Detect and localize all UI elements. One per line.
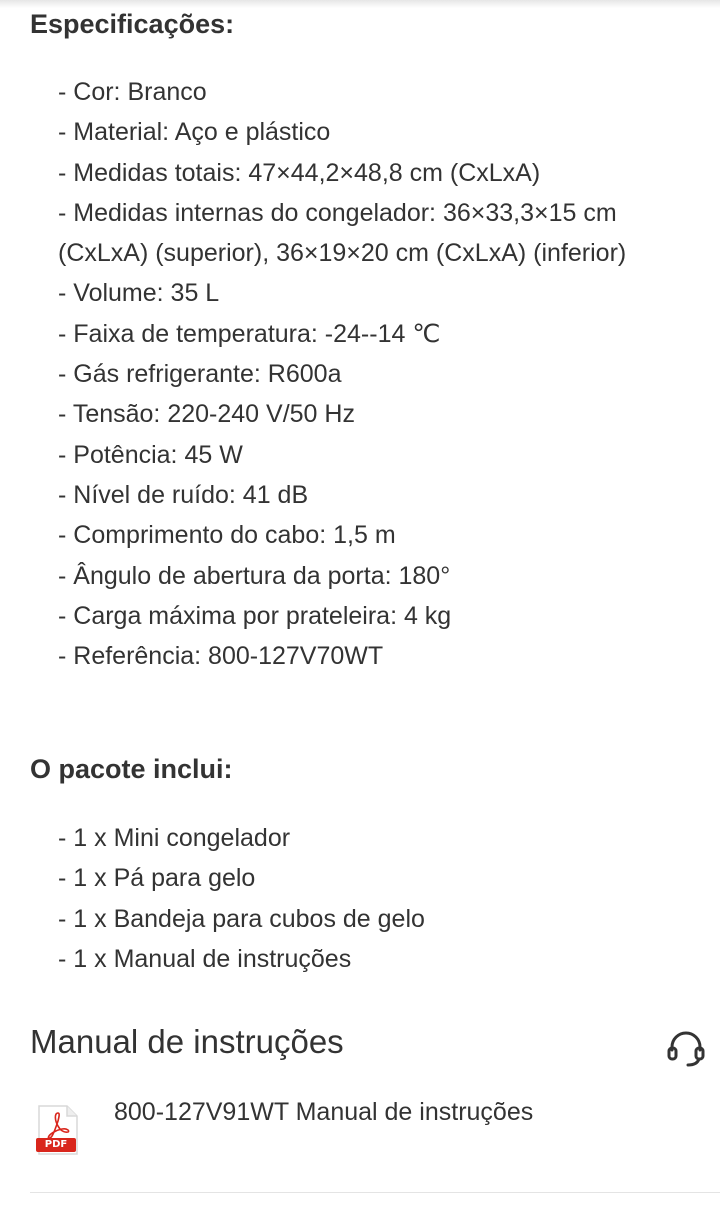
package-item-ice-scoop: - 1 x Pá para gelo <box>58 864 256 893</box>
pdf-file-icon <box>36 1105 80 1155</box>
manual-heading: Manual de instruções <box>30 1023 344 1060</box>
spec-item-reference: - Referência: 800-127V70WT <box>58 642 384 671</box>
specs-heading: Especificações: <box>30 9 235 39</box>
package-item-ice-tray: - 1 x Bandeja para cubos de gelo <box>58 904 425 933</box>
spec-item-cable: - Comprimento do cabo: 1,5 m <box>58 521 396 550</box>
spec-item-noise: - Nível de ruído: 41 dB <box>58 480 309 509</box>
spec-item-shelf-load: - Carga máxima por prateleira: 4 kg <box>58 601 452 630</box>
spec-item-refrigerant: - Gás refrigerante: R600a <box>58 360 342 389</box>
headset-icon[interactable] <box>666 1028 706 1068</box>
spec-item-color: - Cor: Branco <box>58 78 207 106</box>
divider <box>30 1192 720 1193</box>
spec-item-material: - Material: Aço e plástico <box>58 118 331 147</box>
package-list <box>58 818 668 979</box>
spec-item-voltage: - Tensão: 220-240 V/50 Hz <box>58 400 355 429</box>
package-item-manual: - 1 x Manual de instruções <box>58 944 352 973</box>
manual-file-link[interactable]: 800-127V91WT Manual de instruções <box>114 1098 534 1126</box>
pdf-badge-label: PDF <box>44 1139 68 1150</box>
spec-item-internal-size: - Medidas internas do congelador: 36×33,3×15 cm (CxLxA) (superior), 36×19×20 cm (CxLxA) (inferior) <box>58 198 627 268</box>
manual-download-item[interactable] <box>30 1095 690 1175</box>
specs-list <box>58 72 668 676</box>
spec-item-volume: - Volume: 35 L <box>58 279 220 308</box>
spec-item-door-angle: - Ângulo de abertura da porta: 180° <box>58 561 451 590</box>
spec-item-temperature: - Faixa de temperatura: -24--14 ℃ <box>58 319 441 348</box>
spec-item-power: - Potência: 45 W <box>58 440 243 469</box>
spec-item-total-size: - Medidas totais: 47×44,2×48,8 cm (CxLxA) <box>58 158 541 187</box>
package-heading: O pacote inclui: <box>30 754 233 784</box>
package-item-freezer: - 1 x Mini congelador <box>58 824 291 852</box>
top-shadow <box>0 0 720 8</box>
